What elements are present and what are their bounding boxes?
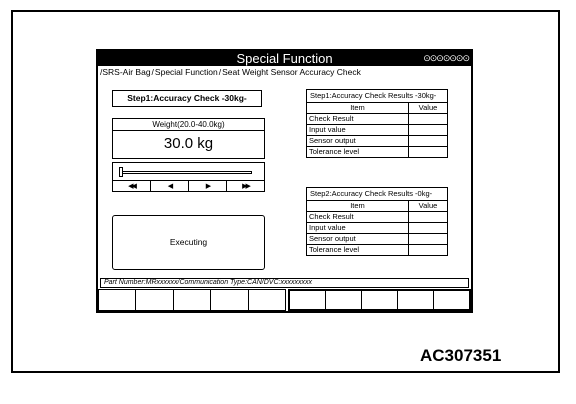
table-row — [307, 234, 447, 245]
status-bar: Part Number:MRxxxxxx/Communication Type:CAN/DVC:xxxxxxxxx — [100, 278, 469, 288]
function-key-10[interactable] — [434, 291, 469, 309]
table-row — [307, 212, 447, 223]
row-value — [409, 136, 448, 147]
table-row — [307, 125, 447, 136]
row-item: Tolerance level — [307, 147, 409, 158]
row-item: Sensor output — [307, 136, 409, 147]
column-header-value: Value — [409, 103, 448, 114]
figure-code: AC307351 — [420, 346, 502, 365]
screen-title: Special Function — [236, 51, 333, 66]
weight-display — [112, 118, 265, 159]
status-panel — [112, 215, 265, 270]
row-value — [409, 125, 448, 136]
column-header-item: Item — [307, 103, 409, 114]
slider-nav-buttons — [113, 180, 264, 192]
fast-rewind-button[interactable]: ◀◀ — [113, 181, 151, 192]
status-text: Executing — [169, 237, 208, 247]
function-key-8[interactable] — [362, 291, 398, 309]
connection-indicator-icon: ⊙⊙⊙⊙⊙⊙⊙ — [423, 53, 469, 63]
function-key-7[interactable] — [326, 291, 362, 309]
row-value — [409, 223, 448, 234]
results-title: Step2:Accuracy Check Results -0kg- — [307, 188, 447, 201]
function-key-bar-right — [288, 289, 471, 311]
function-key-9[interactable] — [398, 291, 434, 309]
breadcrumb-item-seat-weight-sensor: Seat Weight Sensor Accuracy Check — [222, 67, 361, 77]
step-back-button[interactable]: ◀ — [151, 181, 189, 192]
row-item: Tolerance level — [307, 245, 409, 256]
row-value — [409, 212, 448, 223]
function-key-3[interactable] — [174, 290, 211, 310]
function-key-4[interactable] — [211, 290, 248, 310]
function-key-bar-left — [98, 289, 286, 311]
table-row — [307, 114, 447, 125]
fast-forward-button[interactable]: ▶▶ — [242, 183, 249, 190]
function-key-6[interactable] — [290, 291, 326, 309]
row-value — [409, 245, 448, 256]
table-row — [307, 136, 447, 147]
weight-slider-panel — [112, 162, 265, 192]
results-table-step2 — [306, 187, 448, 256]
diagnostic-screen — [96, 49, 473, 313]
step-label: Step1:Accuracy Check -30kg- — [112, 90, 262, 107]
title-bar — [98, 51, 471, 66]
breadcrumb-item-special-function[interactable]: Special Function — [154, 67, 218, 77]
row-value — [409, 114, 448, 125]
weight-slider-track[interactable] — [119, 171, 252, 174]
weight-slider-thumb[interactable] — [119, 167, 123, 177]
row-item: Check Result — [307, 114, 409, 125]
breadcrumb-item-srs-air-bag[interactable]: /SRS-Air Bag — [100, 67, 151, 77]
row-item: Check Result — [307, 212, 409, 223]
row-value — [409, 234, 448, 245]
results-title: Step1:Accuracy Check Results -30kg- — [307, 90, 447, 103]
function-key-5[interactable] — [249, 290, 285, 310]
breadcrumb — [100, 66, 361, 78]
row-item: Sensor output — [307, 234, 409, 245]
breadcrumb-separator: / — [151, 67, 154, 77]
step-forward-button[interactable]: ▶ — [189, 181, 227, 192]
row-item: Input value — [307, 125, 409, 136]
weight-value: 30.0 kg — [163, 135, 214, 152]
table-row — [307, 245, 447, 256]
function-key-2[interactable] — [136, 290, 173, 310]
breadcrumb-separator: / — [218, 67, 222, 77]
column-header-value: Value — [409, 201, 448, 212]
weight-label: Weight(20.0-40.0kg) — [113, 119, 264, 131]
row-value — [409, 147, 448, 158]
table-row — [307, 223, 447, 234]
table-row — [307, 147, 447, 158]
column-header-item: Item — [307, 201, 409, 212]
row-item: Input value — [307, 223, 409, 234]
function-key-1[interactable] — [99, 290, 136, 310]
results-table-step1 — [306, 89, 448, 158]
